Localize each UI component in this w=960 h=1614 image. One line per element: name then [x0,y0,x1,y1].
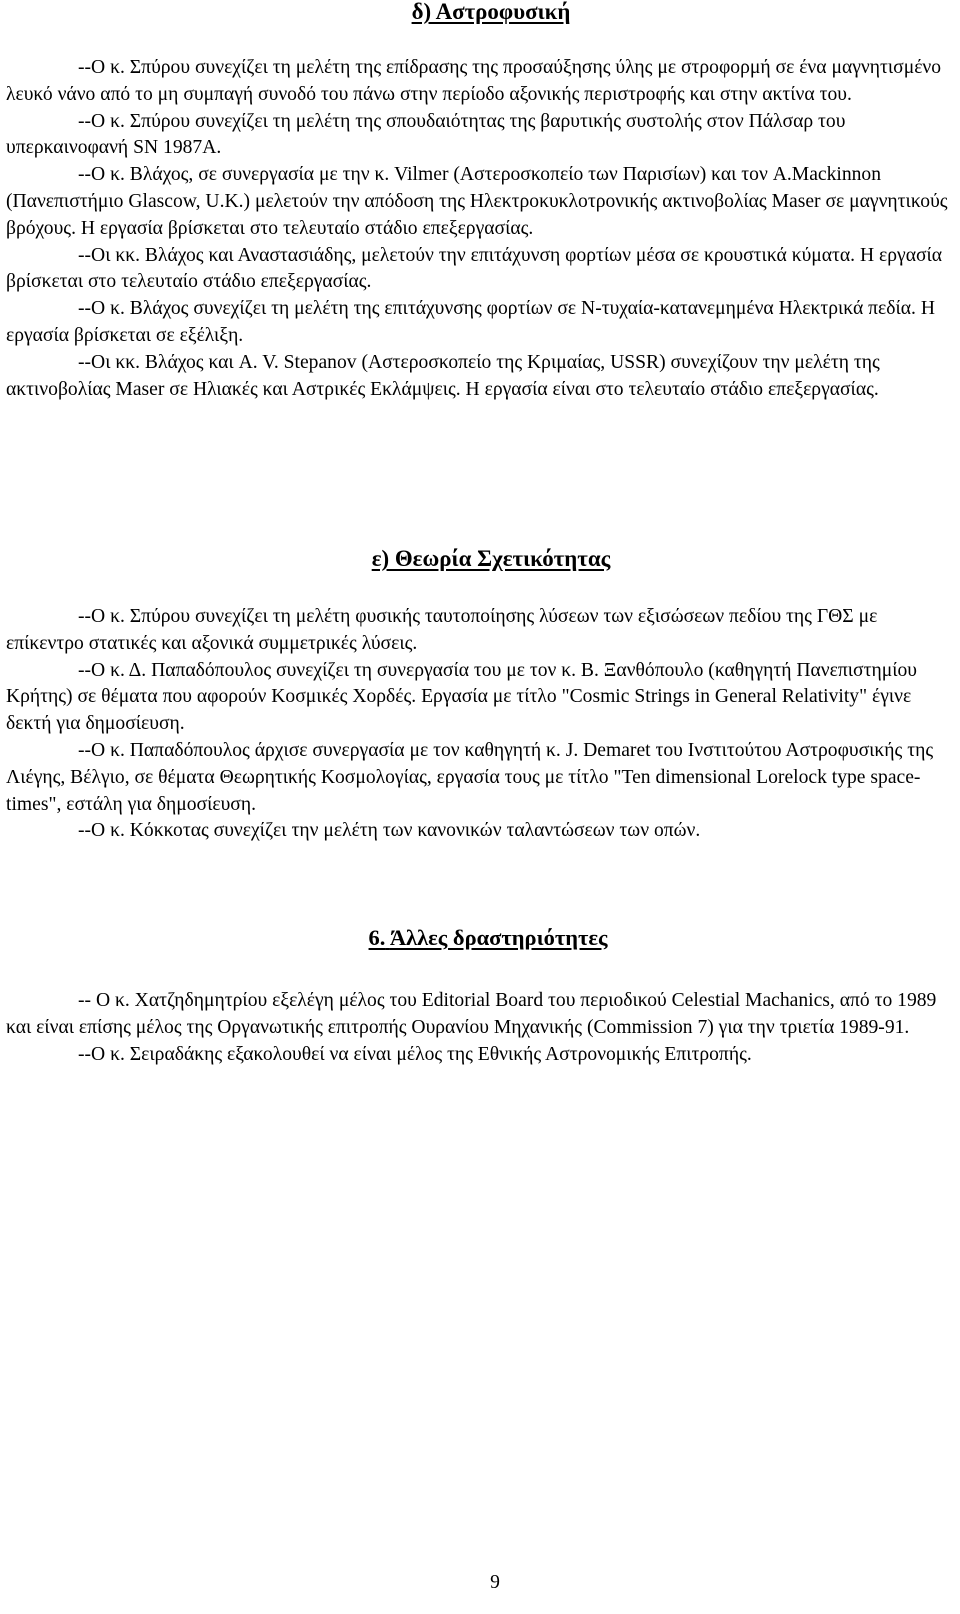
section-astrophysics [6,55,956,403]
paragraph: --Οι κκ. Βλάχος και Αναστασιάδης, μελετούν την επιτάχυνση φορτίων μέσα σε κρουστικά κύματα. Η εργασία βρίσκεται στο τελευταίο στάδιο επεξεργασίας. [6,244,943,293]
section-heading-other-activities [6,925,956,952]
section-heading-astrophysics [6,0,956,26]
section-relativity [6,604,956,845]
paragraph: --Ο κ. Σπύρου συνεχίζει τη μελέτη της σπουδαιότητας της βαρυτικής συστολής στον Πάλσαρ του υπερκαινοφανή SN 1987A. [6,110,846,159]
section-heading-relativity-text: ε) Θεωρία Σχετικότητας [371,546,611,571]
paragraph: --Ο κ. Δ. Παπαδόπουλος συνεχίζει τη συνεργασία του με τον κ. Β. Ξανθόπουλο (καθηγητή Πανεπιστημίου Κρήτης) σε θέματα που αφορούν Κοσμικές Χορδές. Εργασία με τίτλο "Cosmic Strings in General Relativity" έγινε δεκτή για δημοσίευση. [6,659,917,735]
section-heading-relativity [6,546,956,573]
paragraph: --Ο κ. Σπύρου συνεχίζει τη μελέτη της επίδρασης της προσαύξησης ύλης με στροφορμή σε ένα μαγνητισμένο λευκό νάνο από το μη συμπαγή συνοδό του πάνω στην περίοδο αξονικής περιστροφής και στην ακτίνα του. [6,57,942,105]
paragraph: --Ο κ. Σπύρου συνεχίζει τη μελέτη φυσικής ταυτοποίησης λύσεων των εξισώσεων πεδίου της ΓΘΣ με επίκεντρο στατικές και αξονικά συμμετρικές λύσεις. [6,606,878,654]
section-heading-astrophysics-text: δ) Αστροφυσική [411,0,571,24]
paragraph: --Ο κ. Βλάχος συνεχίζει τη μελέτη της επιτάχυνσης φορτίων σε Ν-τυχαία-κατανεμημένα Ηλεκτρικά πεδία. Η εργασία βρίσκεται σε εξέλιξη. [6,298,935,346]
paragraph: --Ο κ. Παπαδόπουλος άρχισε συνεργασία με τον καθηγητή κ. J. Demaret του Ινστιτούτου Αστροφυσικής της Λιέγης, Βέλγιο, σε θέματα Θεωρητικής Κοσμολογίας, εργασία τους με τίτλο "Ten dimensional Lorelock type space-times", εστάλη για δημοσίευση. [6,739,934,815]
section-heading-other-activities-text: Άλλες δραστηριότητες [389,925,608,950]
paragraph: --Ο κ. Κόκκοτας συνεχίζει την μελέτη των κανονικών ταλαντώσεων των οπών. [78,820,701,842]
paragraph: -- Ο κ. Χατζηδημητρίου εξελέγη μέλος του Editorial Board του περιοδικού Celestial Machanics, από το 1989 και είναι επίσης μέλος της Οργανωτικής επιτροπής Ουρανίου Μηχανικής (Commission 7) για την τριετία 1989-91. [6,990,937,1038]
paragraph: --Ο κ. Βλάχος, σε συνεργασία με την κ. Vilmer (Αστεροσκοπείο των Παρισίων) και τον A.Mackinnon (Πανεπιστήμιο Glascow, U.K.) μελετούν την απόδοση της Ηλεκτροκυκλοτρονικής ακτινοβολίας Maser σε μαγνητικούς βρόχους. Η εργασία βρίσκεται στο τελευταίο στάδιο επεξεργασίας. [6,164,948,239]
paragraph: --Οι κκ. Βλάχος και A. V. Stepanov (Αστεροσκοπείο της Κριμαίας, USSR) συνεχίζουν την μελέτη της ακτινοβολίας Maser σε Ηλιακές και Αστρικές Εκλάμψεις. Η εργασία είναι στο τελευταίο στάδιο επεξεργασίας. [6,351,880,400]
section-number: 6. [368,925,386,950]
section-other-activities [6,988,956,1068]
paragraph: --Ο κ. Σειραδάκης εξακολουθεί να είναι μέλος της Εθνικής Αστρονομικής Επιτροπής. [78,1043,752,1065]
page-number: 9 [490,1572,500,1593]
